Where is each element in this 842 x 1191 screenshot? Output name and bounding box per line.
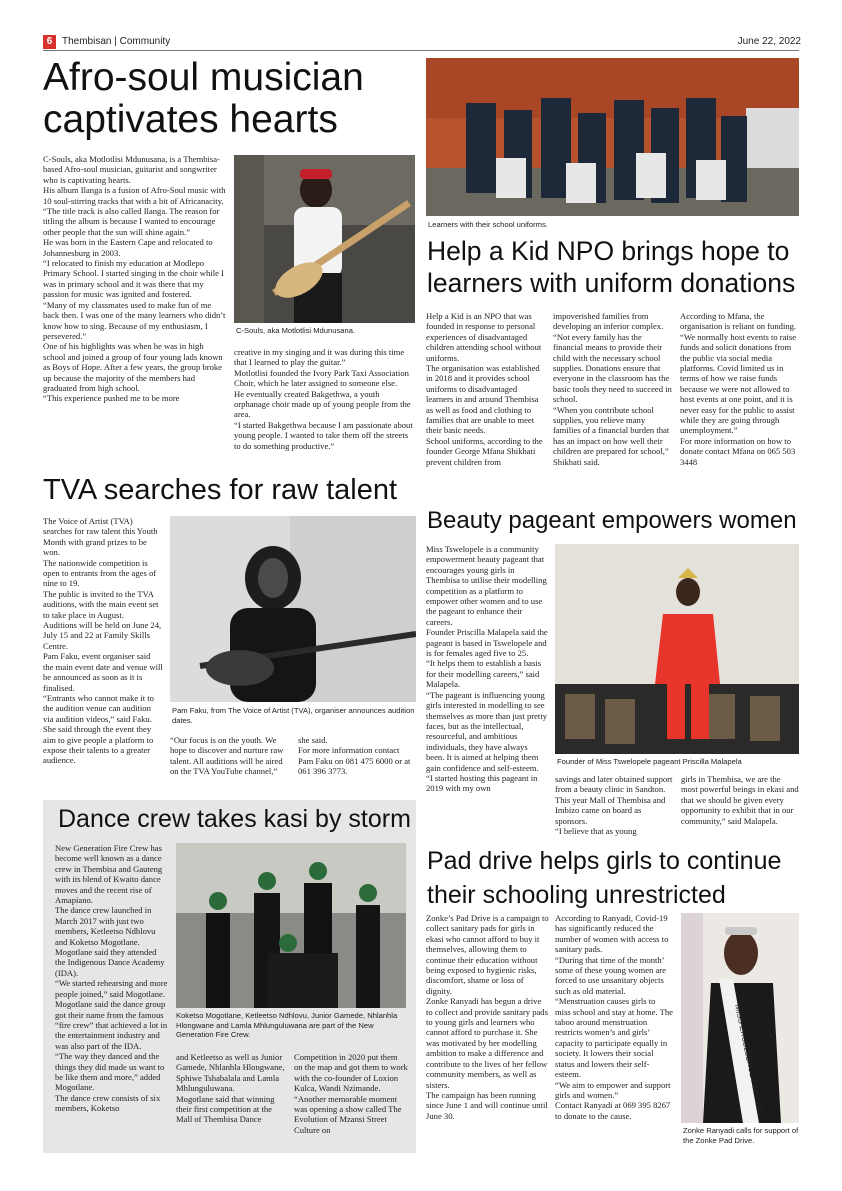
pageant-photo — [555, 544, 799, 754]
afrosoul-headline-line2: captivates hearts — [43, 98, 338, 142]
dance-photo — [176, 843, 406, 1008]
dance-photo-caption: Koketso Mogotlane, Ketleetso Ndhlovu, Junior Gamede, Nhlanhla Hlongwane and Lamla Mhlunguluwana are part of the New Generation Fire Crew. — [176, 1011, 398, 1040]
guitarist-image — [234, 155, 415, 323]
pageant-founder-image — [555, 544, 799, 754]
npo-column-2: impoverished families from developing an inferior complex. “Not every family has the financial means to provide their child with the necessary school supplies. Donations ensure that everyone in the classroom has the basic tools they need to succeed in school. “When you contribute school supplies, you relieve many families of a financial burden that has an impact on how well their children are prepared for school,” Shikhati said. — [553, 311, 672, 467]
npo-photo-caption: Learners with their school uniforms. — [428, 220, 548, 229]
header-rule — [43, 50, 799, 51]
pageant-column-1: Miss Tswelopele is a community empowerment beauty pageant that encourages young girls in Thembisa to utilise their modelling competition as a platform to empower other women and to use the pageant to enhance their careers. Founder Priscilla Malapela said the pageant is based in Tswelopele and is for females aged five to 25. “It helps them to establish a basis for their modelling careers,” said Malapela. “The pageant is influencing young girls interested in modelling to see themselves as more than just pretty faces, but as the intellectual, resourceful, and ambitious individuals, they have always been. It is aimed at helping them gain confidence and self-esteem. “I started hosting this pageant in 2019 with my own — [426, 544, 548, 794]
section-label: Thembisan | Community — [62, 36, 171, 47]
afrosoul-headline-line1: Afro-soul musician — [43, 56, 364, 99]
pageant-column-2: savings and later obtained support from a beauty clinic in Sandton. This year Mall of Thembisa and Imbizo came on board as sponsors. “I believe that as young — [555, 774, 673, 837]
npo-headline-line1: Help a Kid NPO brings hope to — [427, 236, 790, 266]
tva-photo-caption: Pam Faku, from The Voice of Artist (TVA), organiser announces audition dates. — [172, 706, 415, 725]
pageant-column-3: girls in Thembisa, we are the most powerful beings in ekasi and that we should be given every opportunity to exhibit that in our community,” said Malapela. — [681, 774, 799, 826]
pad-column-2: According to Ranyadi, Covid-19 has significantly reduced the number of women with access to sanitary pads. “During that time of the month’ some of these young women are forced to use unsanitary objects such as old material. “Menstruation causes girls to miss school and stay at home. The taboo around menstruation restricts women’s and girls’ capacity to participate equally in society. It lowers their social status and lowers their self-esteem. “We aim to empower and support girls and women.” Contact Ranyadi at 069 395 8267 to donate to the cause. — [555, 913, 673, 1121]
dance-column-2: and Ketleetso as well as Junior Gamede, Nhlanhla Hlongwane, Sphiwe Tshabalala and Lamla Mhlunguluwana. Mogotlane said that winning their first competition at the Mall of Thembisa Dance — [176, 1052, 285, 1125]
pageant-headline: Beauty pageant empowers women — [427, 507, 797, 534]
afrosoul-headline — [43, 57, 364, 141]
pad-photo-caption: Zonke Ranyadi calls for support of the Zonke Pad Drive. — [683, 1126, 799, 1145]
pad-column-1: Zonke’s Pad Drive is a campaign to collect sanitary pads for girls in ekasi who cannot afford to buy it themselves, allowing them to continue their education without being exposed to hygienic risks, discomfort, shame or loss of dignity. Zonke Ranyadi has begun a drive to collect and provide sanitary pads to young girls and learners who cannot afford to purchase it. She was motivated by her modelling ambition to make a difference and contribute to the lives of her fellow community members, as well as sisters. The campaign has been running since June 1 and will continue until June 30. — [426, 913, 549, 1121]
pad-headline-line1: Pad drive helps girls to continue — [427, 847, 782, 875]
tva-column-2: “Our focus is on the youth. We hope to discover and nurture raw talent. All auditions will be aired on the TVA YouTube channel,” — [170, 735, 284, 777]
tva-column-3: she said. For more information contact Pam Faku on 081 475 6000 or at 061 396 3773. — [298, 735, 411, 777]
npo-photo — [426, 58, 799, 216]
learners-image — [426, 58, 799, 216]
pageant-photo-caption: Founder of Miss Tswelopele pageant Priscilla Malapela — [557, 757, 742, 766]
dance-column-3: Competition in 2020 put them on the map and got them to work with the co-founder of Loxion Kulca, Wandi Nzimande. “Another memorable moment was opening a show called The Evolution of Mzansi Street Culture on — [294, 1052, 408, 1135]
afrosoul-column-2: creative in my singing and it was during this time that I learned to play the guitar.” Motlotlisi founded the Ivory Park Taxi Association Choir, which he later assigned to someone else. He eventually created Bakgethwa, a youth orphanage choir made up of young people from the area. “I started Bakgethwa because I am passionate about young people. I wanted to take them off the streets to do something productive.” — [234, 347, 413, 451]
bassist-image — [170, 516, 416, 702]
dance-crew-image — [176, 843, 406, 1008]
afrosoul-column-1: C-Souls, aka Motlotlisi Mdunusana, is a Thembisa-based Afro-soul musician, guitarist and songwriter who is captivating hearts. His album Ilanga is a fusion of Afro-Soul music with 10 soul-stirring tracks that with a bit of Africanacity. “The title track is also called Ilanga. The reason for titling the album is because I wanted to encourage other people that the sun will shine again.” He was born in the Eastern Cape and relocated to Johannesburg in 2003. “I relocated to finish my education at Modlepo Primary School. I started singing in the choir while I was in primary school and it was there that my passion for music was ignited and fostered. “Many of my classmates used to make fun of me back then. I was one of the many learners who didn’t know how to sing. Because of my enthusiasm, I persevered.” One of his highlights was when he was in high school and joined a group of four young lads known as Boys of Hope. After a few years, the group broke up because the majority of the members had graduated from high school. “This experience pushed me to be more — [43, 154, 226, 404]
pad-headline — [427, 844, 781, 912]
afrosoul-photo-caption: C-Souls, aka Motlotlisi Mdunusana. — [236, 326, 356, 335]
npo-headline-line2: learners with uniform donations — [427, 268, 796, 298]
section-name: Community — [119, 36, 171, 47]
pad-photo — [681, 913, 799, 1123]
npo-headline — [427, 235, 795, 299]
pad-headline-line2: their schooling unrestricted — [427, 881, 726, 909]
tva-headline: TVA searches for raw talent — [43, 474, 398, 506]
tva-column-1: The Voice of Artist (TVA) searches for raw talent this Youth Month with grand prizes to be won. The nationwide competition is open to entrants from the ages of nine to 19. The public is invited to the TVA auditions, with the main event set to take place in August. Auditions will be held on June 24, July 15 and 22 at Family Skills Centre. Pam Faku, event organiser said the main event date and venue will be announced as soon as it is finalised. “Entrants who cannot make it to the audition venue can audition via audition videos,” said Faku. She said through the event they aim to give people a platform to expose their talents to a greater audience. — [43, 516, 163, 766]
npo-column-1: Help a Kid is an NPO that was founded in response to personal experiences of disadvantaged children attending school without uniforms. The organisation was established in 2018 and it provides school uniforms to disadvantaged learners in and around Thembisa as well as food and clothing to families that are unable to meet their basic needs. School uniforms, according to the founder George Mfana Shikhati prevent children from — [426, 311, 543, 467]
page-number: 6 — [43, 35, 56, 49]
zonke-ranyadi-image — [681, 913, 799, 1123]
npo-column-3: According to Mfana, the organisation is reliant on funding. “We normally host events to raise funds and solicit donations from the public via social media platforms. Covid limited us in terms of how we raise funds because we were not allowed to host events at one point, and it is never easy for the public to assist while they are going through unemployment.” For more information on how to donate contact Mfana on 065 503 3448 — [680, 311, 797, 467]
dance-column-1: New Generation Fire Crew has become well known as a dance crew in Thembisa and Gauteng with its blend of Kwaito dance moves and the recent rise of Amapiano. The dance crew launched in March 2017 with just two members, Ketleetso Ndhlovu and Koketso Mogotlane. Mogotlane said they attended the Indigenous Dance Academy (IDA). “We started rehearsing and more people joined,” said Mogotlane. Mogotlane said the dance group got their name from the famous “fire crew” that achieved a lot in the entertainment industry and was also part of the IDA. “The way they danced and the things they did made us want to be like them and more,” added Mogotlane. The dance crew consists of six members, Koketso — [55, 843, 168, 1114]
issue-date: June 22, 2022 — [737, 36, 801, 47]
sash-text: MISS EXCELLENCE FINALIST — [733, 1003, 766, 1115]
afrosoul-photo — [234, 155, 415, 323]
dance-headline: Dance crew takes kasi by storm — [58, 805, 411, 833]
publication-name: Thembisan — [62, 36, 112, 47]
tva-photo — [170, 516, 416, 702]
